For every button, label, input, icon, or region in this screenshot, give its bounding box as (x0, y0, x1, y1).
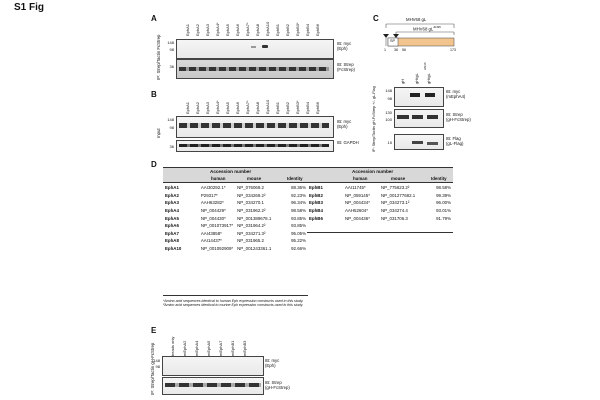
panel-e-strep-blot (162, 377, 264, 395)
eph-name: EphA3 (165, 200, 179, 206)
sp-label: SP (390, 39, 396, 43)
mouse-acc: NP_775623.2² (381, 185, 410, 191)
identity: 95.22% (291, 238, 306, 244)
panel-c-lane-labels (396, 62, 446, 84)
position-label: 36 (394, 48, 398, 52)
mouse-acc: NP_031962.2² (237, 208, 266, 214)
mouse-acc: NP_001389678.1 (237, 215, 272, 221)
mouse-acc: NP_034271.3² (237, 230, 266, 236)
mw-marker: 148 (167, 117, 174, 122)
panel-a-myc-label (337, 41, 351, 51)
eph-name: EphA8 (165, 238, 179, 244)
lane-label: mEphA2 (182, 340, 187, 356)
label-line: (Eph) (265, 363, 276, 368)
lane-label: mEphB1 (230, 340, 235, 356)
mw-marker: 148 (385, 88, 392, 93)
human-acc: NP_004436* (345, 215, 370, 221)
human-acc: AAI11745* (345, 185, 366, 191)
identity: 98.58% (291, 208, 306, 214)
table-row (307, 192, 453, 200)
eph-name: EphA7 (165, 230, 179, 236)
label-line: (gH-FcStrep) (446, 117, 471, 122)
position-label: 1 (384, 48, 386, 52)
table-row (163, 199, 308, 207)
label-line: (mEphA4) (446, 94, 466, 99)
lane-label: EphA10 (265, 21, 270, 36)
arrowhead-icon (383, 34, 389, 38)
eph-name: EphA1 (165, 185, 179, 191)
label-line: IB: myc (337, 119, 352, 124)
col-mouse: mouse (391, 176, 406, 181)
panel-c-strep-label (446, 112, 471, 122)
mw-marker: 148 (153, 358, 160, 363)
mouse-acc: NP_031964.2² (237, 223, 266, 229)
lane-label: EphB4 (305, 101, 310, 114)
panel-e-ylabel: IP: Strep/Tactin gH-FcStrep (150, 342, 155, 395)
identity: 96.00% (436, 200, 451, 206)
lane-label: EphB6 (315, 23, 320, 36)
mw-marker: 98 (155, 364, 160, 369)
table-row (163, 184, 308, 192)
lane-label: EphA3 (205, 23, 210, 36)
identity: 95.05% (291, 230, 306, 236)
mw-marker: 98 (387, 96, 392, 101)
human-acc: AAH63282* (200, 200, 224, 206)
lane-label: EphB2 (285, 23, 290, 36)
mw-marker: 36 (169, 144, 174, 149)
band (251, 46, 256, 48)
table-row (163, 192, 308, 200)
panel-b-myc-blot (176, 116, 334, 138)
lane-label: EphA1 (185, 101, 190, 114)
lane-label: EphA7* (245, 22, 250, 36)
panel-b-gapdh-blot (176, 140, 334, 152)
mouse-acc: NP_034274.4 (381, 208, 408, 214)
lane-label: gH/gL (426, 73, 431, 84)
band (397, 115, 409, 119)
lane-label: EphA10 (265, 99, 270, 114)
mw-marker: 98 (169, 125, 174, 130)
mouse-acc: NP_001243361.1 (237, 246, 272, 252)
lane-label: EphB3* (295, 100, 300, 114)
eph-name: EphA5 (165, 215, 179, 221)
panel-b-lane-labels (182, 94, 342, 114)
panel-e-strep-label (265, 380, 290, 390)
table-rule (163, 295, 308, 296)
label-line: IB: myc (446, 89, 461, 94)
band (412, 141, 423, 144)
position-label: 173 (450, 48, 456, 52)
lane-label: mEphB3 (242, 340, 247, 356)
figure-title: S1 Fig (14, 2, 45, 13)
eph-name: EphB2 (309, 192, 323, 198)
panel-c-strep-blot (394, 109, 444, 128)
label-main: MHV68 gL (413, 26, 434, 32)
label-line: IB: Flag (446, 136, 461, 141)
lane-label: EphA2 (195, 23, 200, 36)
lane-label-sup: ΔN36 (423, 62, 427, 70)
col-identity: Identity (431, 176, 447, 181)
mw-marker: 130 (385, 110, 392, 115)
panel-c-myc-blot (394, 87, 444, 107)
table-footnotes (163, 299, 343, 308)
band (262, 45, 268, 48)
panel-b-gapdh-label: IB: GAPDH (337, 140, 359, 145)
lane-label: EphA5 (225, 101, 230, 114)
panel-e-lane-labels (168, 330, 268, 356)
band-row (179, 123, 329, 128)
identity: 99.39% (436, 192, 451, 198)
band-row (179, 144, 329, 147)
mouse-acc: NP_001277682.1 (381, 192, 416, 198)
table-rule (307, 182, 453, 183)
human-acc: AAI14437* (200, 238, 222, 244)
table-row (307, 184, 453, 192)
table-row (307, 207, 453, 215)
label-line: IB: myc (337, 41, 352, 46)
human-acc: NP_004429* (200, 208, 226, 214)
panel-e-label: E (151, 326, 157, 335)
table-row (163, 214, 308, 222)
human-acc: NP_004434* (345, 200, 370, 206)
lane-label: mEphA5 (206, 340, 211, 356)
eph-name: EphA6 (165, 223, 179, 229)
eph-name: EphB3 (309, 200, 323, 206)
construct-gl-label: MHV68 gL (406, 17, 427, 22)
mouse-acc: NP_031965.2 (237, 238, 264, 244)
label-line: IB: Strep (446, 112, 463, 117)
band (425, 93, 435, 97)
col-human: human (353, 176, 368, 181)
lane-label: EphA1 (185, 23, 190, 36)
identity: 92.66% (291, 246, 306, 252)
panel-c-flag-label (446, 136, 463, 146)
position-label: 56 (402, 48, 406, 52)
human-acc: NP_001092909* (200, 246, 234, 252)
accession-header: Accession number (210, 169, 252, 174)
human-acc: P29317* (200, 192, 218, 198)
mouse-acc: NP_034273.1² (381, 200, 410, 206)
label-line: (gH-FcStrep) (265, 385, 290, 390)
col-identity: Identity (287, 176, 303, 181)
panel-c-myc-label (446, 89, 465, 99)
lane-label: mEphA4 (194, 340, 199, 356)
panel-e-myc-label (265, 358, 279, 368)
panel-a-myc-blot (176, 39, 334, 59)
human-acc: AAH52604* (345, 208, 368, 214)
mw-marker: 15 (387, 140, 392, 145)
human-acc: AAI43858* (200, 230, 222, 236)
lane-label: EphA6 (235, 101, 240, 114)
band (427, 115, 438, 119)
panel-b-label: B (151, 90, 157, 99)
table-row (163, 222, 308, 230)
panel-a-strep-label (337, 62, 355, 72)
identity: 98.58% (436, 185, 451, 191)
table-row (307, 199, 453, 207)
lane-label: EphB4 (305, 23, 310, 36)
panel-c-flag-blot (394, 134, 444, 150)
panel-a-ylabel: IP: Strep/Tactin FcStrep (156, 34, 161, 80)
mw-marker: 36 (169, 64, 174, 69)
identity: 93.85% (291, 215, 306, 221)
mouse-acc: NP_031706.3 (381, 215, 408, 221)
eph-name: EphB4 (309, 208, 323, 214)
lane-label: EphA6 (235, 23, 240, 36)
mouse-acc: NP_034269.2² (237, 192, 266, 198)
construct-gl-delta-label (413, 25, 441, 31)
lane-label: EphB3* (295, 22, 300, 36)
panel-b-ylabel: Input (156, 128, 161, 138)
label-line: IB: myc (265, 358, 280, 363)
identity: 96.34% (291, 200, 306, 206)
panel-c-label: C (373, 14, 379, 23)
lane-label: EphB1 (275, 101, 280, 114)
lane-label: EphA7* (245, 100, 250, 114)
panel-d-label: D (151, 160, 157, 169)
table-rule (307, 232, 453, 233)
lane-label: beads only (170, 336, 175, 356)
accession-header: Accession number (352, 169, 394, 174)
panel-a-strep-blot (176, 59, 334, 79)
lane-label: EphA4* (215, 100, 220, 114)
band (412, 115, 423, 119)
band-row (165, 383, 261, 387)
identity: 93.01% (436, 208, 451, 214)
mw-marker: 148 (167, 40, 174, 45)
col-human: human (211, 176, 226, 181)
mouse-acc: NP_076069.2 (237, 185, 264, 191)
eph-name: EphB6 (309, 215, 323, 221)
identity: 92.23% (291, 192, 306, 198)
footnote: ²Amino acid sequences identical to murine Eph expression constructs used in this study. (163, 303, 304, 308)
panel-e-myc-blot (162, 356, 264, 376)
band (410, 93, 420, 97)
table-rule (163, 182, 308, 183)
footnote: *Amino acid sequences identical to human Eph expression constructs used in this study. (163, 299, 304, 303)
eph-name: EphA4 (165, 208, 179, 214)
table-row (163, 207, 308, 215)
lane-label: EphA8 (255, 101, 260, 114)
lane-label: EphA2 (195, 101, 200, 114)
lane-label: EphA5 (225, 23, 230, 36)
lane-label: gH (400, 78, 405, 84)
lane-label: EphB1 (275, 23, 280, 36)
identity: 88.36% (291, 185, 306, 191)
label-line: (gL-Flag) (446, 141, 464, 146)
band (427, 142, 438, 145)
table-row (307, 214, 453, 222)
lane-label: mEphA7 (218, 340, 223, 356)
eph-name: EphA2 (165, 192, 179, 198)
human-acc: AAI30292.1* (200, 185, 226, 191)
label-sup: ΔN36 (433, 25, 441, 29)
lane-label: EphA3 (205, 101, 210, 114)
label-line: (Eph) (337, 124, 348, 129)
lane-label-group (423, 62, 434, 84)
label-line: (Eph) (337, 46, 348, 51)
accession-table-left-body (163, 184, 308, 252)
band-row (179, 67, 329, 71)
eph-name: EphB1 (309, 185, 323, 191)
label-line: (FcStrep) (337, 67, 355, 72)
lane-label: EphA4* (215, 22, 220, 36)
panel-b-myc-label (337, 119, 351, 129)
lane-label: EphB6 (315, 101, 320, 114)
identity: 91.79% (436, 215, 451, 221)
eph-name: EphA10 (165, 246, 182, 252)
mouse-acc: NP_034270.1 (237, 200, 264, 206)
lane-label: gH/gL (414, 73, 419, 84)
label-line: IB: Strep (265, 380, 282, 385)
identity: 93.85% (291, 223, 306, 229)
panel-a-label: A (151, 14, 157, 23)
table-row (163, 245, 308, 253)
accession-table-right-body (307, 184, 453, 222)
label-line: IB: Strep (337, 62, 354, 67)
mw-marker: 98 (169, 47, 174, 52)
human-acc: NP_004430* (200, 215, 226, 221)
panel-c-ylabel: IP: Strep/Tactin gH-FcStrep +/- gL-Flag (372, 86, 376, 152)
table-row (163, 230, 308, 238)
human-acc: NP_001073917* (200, 223, 234, 229)
col-mouse: mouse (247, 176, 262, 181)
panel-a-lane-labels (182, 16, 342, 36)
arrowhead-icon (393, 34, 399, 38)
table-row (163, 237, 308, 245)
lane-label: EphB2 (285, 101, 290, 114)
mw-marker: 100 (385, 117, 392, 122)
human-acc: NP_059145* (345, 192, 370, 198)
lane-label: EphA8 (255, 23, 260, 36)
